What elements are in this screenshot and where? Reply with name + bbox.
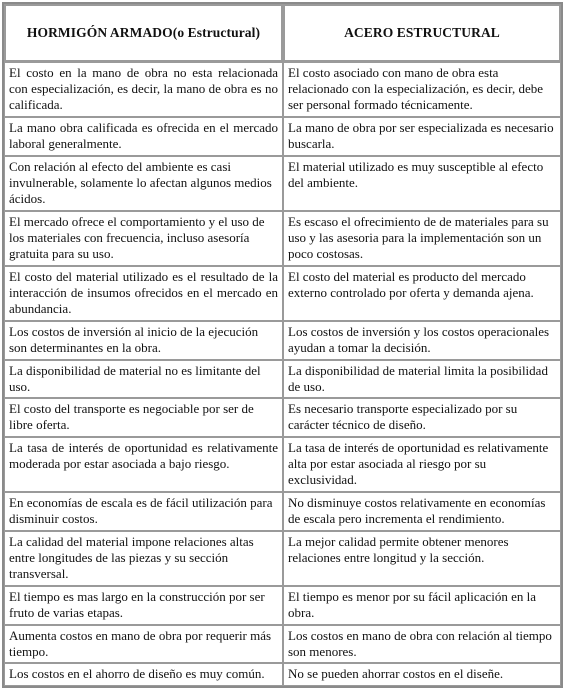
table-row: [4, 492, 561, 531]
cell-concrete: Los costos en el ahorro de diseño es muy común.: [4, 663, 283, 686]
cell-steel: El costo del material es producto del mercado externo controlado por oferta y demanda ajena.: [283, 266, 561, 321]
cell-concrete: En economías de escala es de fácil utilización para disminuir costos.: [4, 492, 283, 531]
cell-steel: No se pueden ahorrar costos en el diseñe.: [283, 663, 561, 686]
cell-concrete: La disponibilidad de material no es limitante del uso.: [4, 360, 283, 399]
table-row: [4, 625, 561, 664]
cell-concrete: La mano obra calificada es ofrecida en el mercado laboral generalmente.: [4, 117, 283, 156]
cell-steel: Los costos de inversión y los costos operacionales ayudan a tomar la decisión.: [283, 321, 561, 360]
cell-steel: El material utilizado es muy susceptible al efecto del ambiente.: [283, 156, 561, 211]
table-row: [4, 266, 561, 321]
cell-steel: Es necesario transporte especializado por su carácter técnico de diseño.: [283, 398, 561, 437]
table-header-row: [4, 4, 561, 62]
cell-concrete: El tiempo es mas largo en la construcción por ser fruto de varias etapas.: [4, 586, 283, 625]
cell-steel: No disminuye costos relativamente en economías de escala pero incrementa el rendimiento.: [283, 492, 561, 531]
table-row: [4, 117, 561, 156]
comparison-table-frame: [2, 2, 563, 688]
cell-steel: Los costos en mano de obra con relación al tiempo son menores.: [283, 625, 561, 664]
table-row: [4, 586, 561, 625]
cell-concrete: El costo del transporte es negociable por ser de libre oferta.: [4, 398, 283, 437]
table-row: [4, 437, 561, 492]
cell-concrete: Aumenta costos en mano de obra por requerir más tiempo.: [4, 625, 283, 664]
table-row: [4, 211, 561, 266]
cell-steel: El costo asociado con mano de obra esta relacionado con la especialización, es decir, debe ser personal formado técnicamente.: [283, 62, 561, 117]
comparison-table: [4, 4, 561, 686]
cell-steel: La tasa de interés de oportunidad es relativamente alta por estar asociada al riesgo por su exclusividad.: [283, 437, 561, 492]
table-row: [4, 62, 561, 117]
table-row: [4, 398, 561, 437]
table-row: [4, 360, 561, 399]
cell-concrete: El costo del material utilizado es el resultado de la interacción de insumos ofrecidos en el mercado en abundancia.: [4, 266, 283, 321]
cell-concrete: El mercado ofrece el comportamiento y el uso de los materiales con frecuencia, incluso asesoría gratuita para su uso.: [4, 211, 283, 266]
cell-steel: La disponibilidad de material limita la posibilidad de uso.: [283, 360, 561, 399]
table-row: [4, 531, 561, 586]
header-reinforced-concrete: HORMIGÓN ARMADO(o Estructural): [4, 4, 283, 62]
cell-concrete: La tasa de interés de oportunidad es relativamente moderada por estar asociada a bajo riesgo.: [4, 437, 283, 492]
cell-concrete: La calidad del material impone relaciones altas entre longitudes de las piezas y su sección transversal.: [4, 531, 283, 586]
cell-concrete: Los costos de inversión al inicio de la ejecución son determinantes en la obra.: [4, 321, 283, 360]
header-structural-steel: ACERO ESTRUCTURAL: [283, 4, 561, 62]
cell-steel: La mejor calidad permite obtener menores relaciones entre longitud y la sección.: [283, 531, 561, 586]
cell-steel: La mano de obra por ser especializada es necesario buscarla.: [283, 117, 561, 156]
cell-concrete: Con relación al efecto del ambiente es casi invulnerable, solamente lo afectan algunos medios ácidos.: [4, 156, 283, 211]
cell-steel: El tiempo es menor por su fácil aplicación en la obra.: [283, 586, 561, 625]
cell-concrete: El costo en la mano de obra no esta relacionada con especialización, es decir, la mano de obra es no calificada.: [4, 62, 283, 117]
table-row: [4, 321, 561, 360]
cell-steel: Es escaso el ofrecimiento de de materiales para su uso y las asesoria para la implementación son un poco costosas.: [283, 211, 561, 266]
table-row: [4, 156, 561, 211]
table-row: [4, 663, 561, 686]
